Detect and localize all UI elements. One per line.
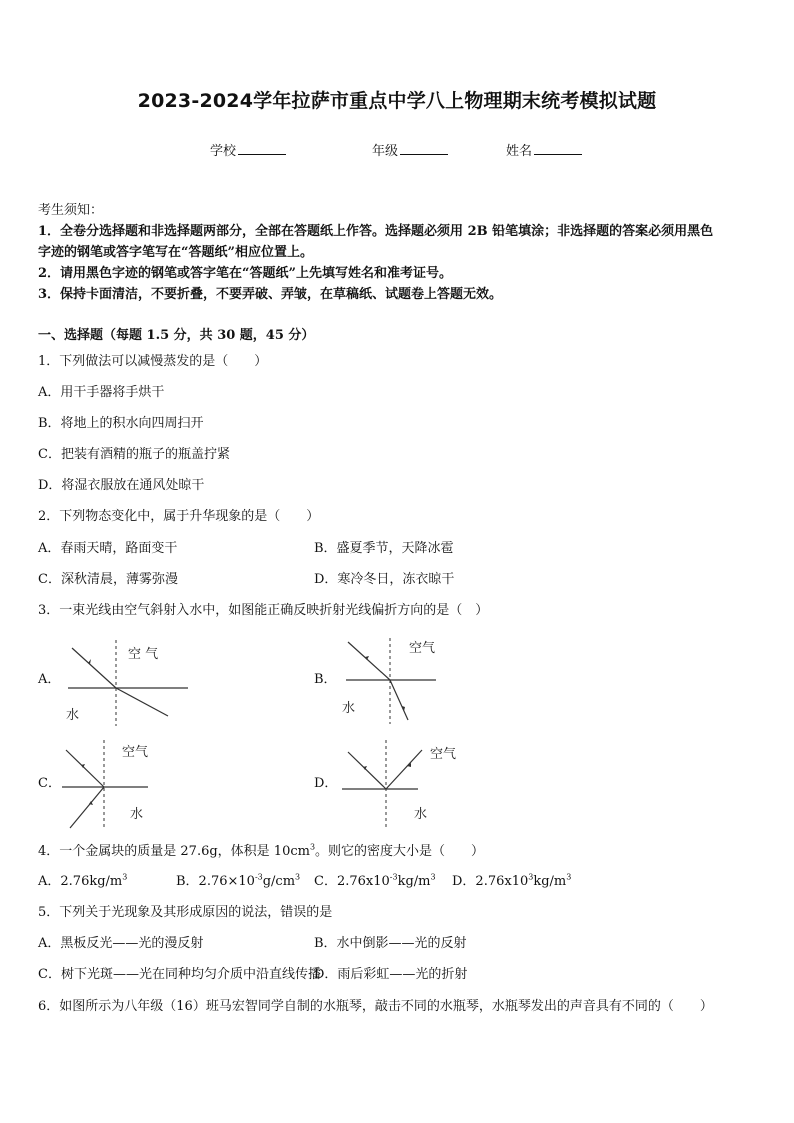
question-4-option-a[interactable]: A．$2.76kg/m^3$	[38, 872, 128, 889]
question-1-option-c[interactable]: C．把装有酒精的瓶子的瓶盖拧紧	[38, 447, 230, 462]
air-label: 空气	[409, 641, 436, 656]
notice-heading: 考生须知：	[38, 203, 104, 218]
school-label: 学校	[210, 144, 237, 159]
water-label: 水	[342, 701, 356, 716]
question-5-option-a[interactable]: A．黑板反光——光的漫反射	[38, 936, 204, 951]
grade-label: 年级	[372, 144, 399, 159]
notice-item: 3．保持卡面清洁，不要折叠，不要弄破、弄皱，在草稿纸、试题卷上答题无效。	[38, 287, 503, 302]
grade-field[interactable]	[372, 140, 448, 159]
question-2-option-a[interactable]: A．春雨天晴，路面变干	[38, 541, 178, 556]
notice-item: 2．请用黑色字迹的钢笔或答字笔在“答题纸”上先填写姓名和准考证号。	[38, 266, 453, 281]
question-3-option-d-label[interactable]: D．	[314, 776, 338, 791]
water-label: 水	[130, 807, 144, 822]
question-5-stem: 5．下列关于光现象及其形成原因的说法，错误的是	[38, 905, 333, 920]
refraction-diagram-a[interactable]	[58, 636, 198, 735]
question-4-option-c[interactable]: C．$2.76x10^{-3}kg/m^3$	[314, 872, 436, 889]
question-1-option-d[interactable]: D．将湿衣服放在通风处晾干	[38, 478, 205, 493]
grade-blank[interactable]	[400, 141, 448, 155]
water-label: 水	[414, 807, 428, 822]
name-label: 姓名	[506, 144, 533, 159]
section-heading: 一、选择题（每题 1.5 分，共 30 题，45 分）	[38, 328, 315, 343]
question-2-stem: 2．下列物态变化中，属于升华现象的是（ ）	[38, 509, 320, 524]
exam-title: 2023-2024学年拉萨市重点中学八上物理期末统考模拟试题	[137, 90, 657, 112]
question-3-option-c-label[interactable]: C．	[38, 776, 61, 791]
air-label: 空气	[122, 745, 149, 760]
question-3-stem: 3．一束光线由空气斜射入水中，如图能正确反映折射光线偏折方向的是（ ）	[38, 603, 489, 618]
question-2-option-c[interactable]: C．深秋清晨，薄雾弥漫	[38, 572, 178, 587]
question-4-option-b[interactable]: B．$2.76\times 10^{-3}g/cm^3$	[176, 872, 301, 889]
water-label: 水	[66, 708, 80, 723]
question-5-option-c[interactable]: C．树下光斑——光在同种均匀介质中沿直线传播	[38, 967, 321, 982]
notice-item: 1．全卷分选择题和非选择题两部分，全部在答题纸上作答。选择题必须用 2B 铅笔填涂；非选择题的答案必须用黑色	[38, 224, 714, 239]
question-3-option-b-label[interactable]: B．	[314, 672, 337, 687]
question-6-stem: 6．如图所示为八年级（16）班马宏智同学自制的水瓶琴，敲击不同的水瓶琴，水瓶琴发出的声音具有不同的（ ）	[38, 999, 713, 1014]
air-label: 空 气	[128, 647, 159, 662]
school-blank[interactable]	[238, 141, 286, 155]
refraction-diagram-b[interactable]	[336, 634, 466, 733]
notice-item: 字迹的钢笔或答字笔写在“答题纸”相应位置上。	[38, 245, 313, 260]
name-field[interactable]	[506, 140, 582, 159]
question-5-option-b[interactable]: B．水中倒影——光的反射	[314, 936, 467, 951]
air-label: 空气	[430, 747, 457, 762]
question-1-stem: 1．下列做法可以减慢蒸发的是（ ）	[38, 354, 268, 369]
school-field[interactable]	[210, 140, 286, 159]
question-1-option-a[interactable]: A．用干手器将手烘干	[38, 385, 165, 400]
question-5-option-d[interactable]: D．雨后彩虹——光的折射	[314, 967, 468, 982]
refraction-diagram-d[interactable]	[336, 738, 476, 837]
question-2-option-d[interactable]: D．寒冷冬日，冻衣晾干	[314, 572, 455, 587]
name-blank[interactable]	[534, 141, 582, 155]
refraction-diagram-c[interactable]	[58, 738, 198, 837]
question-4-stem: 4．一个金属块的质量是 27.6g，体积是 $10cm^3$。则它的密度大小是（ ）	[38, 842, 485, 859]
question-2-option-b[interactable]: B．盛夏季节，天降冰雹	[314, 541, 454, 556]
question-1-option-b[interactable]: B．将地上的积水向四周扫开	[38, 416, 204, 431]
question-4-option-d[interactable]: D．$2.76x10^3kg/m^3$	[452, 872, 572, 889]
question-3-option-a-label[interactable]: A．	[38, 672, 61, 687]
student-info-row	[0, 140, 794, 160]
